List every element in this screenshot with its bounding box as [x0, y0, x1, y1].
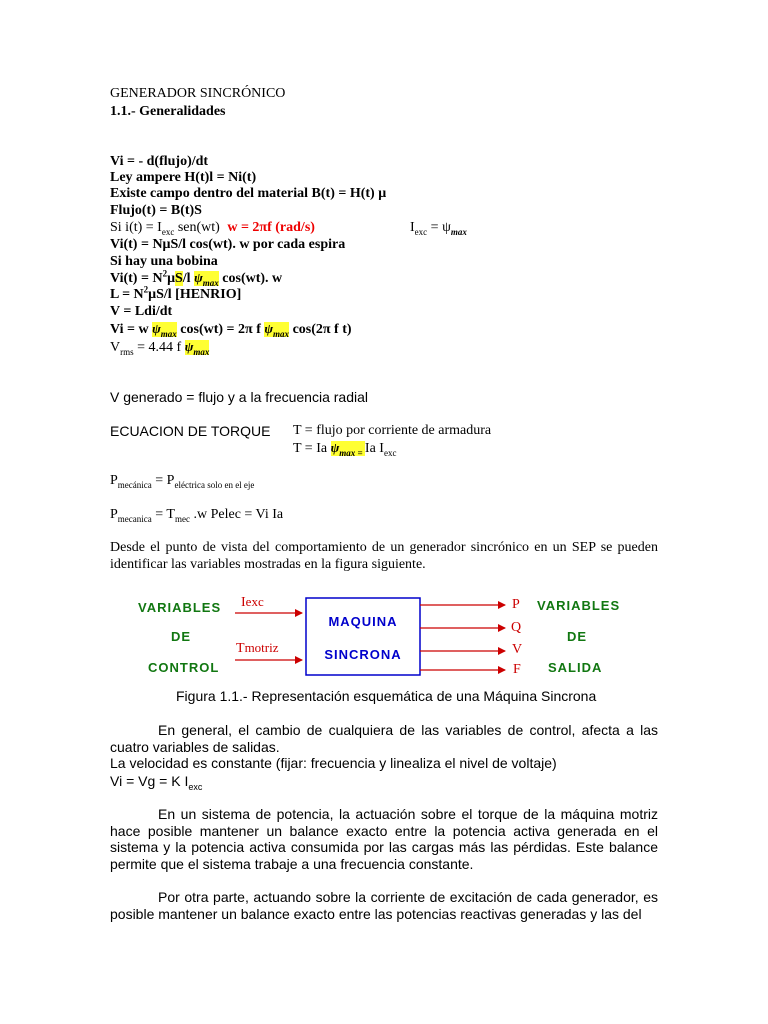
torque-eq-1: T = flujo por corriente de armadura — [293, 423, 492, 438]
output-p: P — [512, 597, 520, 612]
eq-vrms: $V_{rms} = 4.44$ f $\psi_{max}$ — [110, 339, 210, 357]
eq-vi-cos: Vi = w $\psi_{max}$ cos(wt) = 2π f $\psi_{max}$ cos(2π f t) — [110, 321, 352, 339]
paragraph-general: En general, el cambio de cualquiera de las variables de control, afecta a las cuatro variables de salidas. — [110, 722, 658, 755]
paragraph-torque: En un sistema de potencia, la actuación sobre el torque de la máquina motriz hace posible mantener un balance exacto entre la potencia activa generada en el sistema y la potencia activa consumida por las cargas más las pérdidas. Este balance permite que el sistema trabaje a una frecuencia constante. — [110, 806, 658, 872]
eq-inductancia: $L = N^2\mu S/l$ [HENRIO] — [110, 284, 242, 302]
page-title: GENERADOR SINCRÓNICO — [110, 86, 286, 101]
input-tmotriz: Tmotriz — [236, 640, 279, 656]
machine-box — [306, 598, 420, 675]
vi-vg-line: Vi = Vg = K $I_{exc}$ — [110, 773, 203, 792]
label-salida: SALIDA — [548, 660, 603, 675]
box-label-maquina: MAQUINA — [328, 614, 398, 629]
output-f: F — [513, 662, 521, 677]
eq-faraday: Vi = - d(flujo)/dt — [110, 154, 209, 169]
label-de-right: DE — [567, 629, 588, 644]
eq-flujo: Flujo(t) = B(t)S — [110, 203, 202, 218]
output-q: Q — [511, 620, 522, 635]
box-label-sincrona: SINCRONA — [324, 647, 402, 662]
label-control: CONTROL — [148, 660, 220, 675]
eq-v-ldi: V = Ldi/dt — [110, 304, 173, 319]
figure-caption: Figura 1.1.- Representación esquemática de una Máquina Sincrona — [176, 688, 597, 704]
eq-ampere: Ley ampere H(t)l = Ni(t) — [110, 170, 257, 185]
label-variables-control: VARIABLES — [138, 600, 222, 615]
label-de-left: DE — [171, 629, 192, 644]
pmec-tmec-line: $P_{mecanica} = T_{mec}$ .w Pelec = Vi Ia — [110, 507, 284, 524]
eq-corriente: Si $i(t) = I_{exc}$ sen(wt) w = 2πf (rad/s) — [110, 220, 315, 237]
torque-label: ECUACION DE TORQUE — [110, 423, 271, 439]
section-heading: 1.1.- Generalidades — [110, 104, 226, 119]
eq-iexc-psi: $I_{exc} = \psi_{max}$ — [410, 220, 467, 237]
eq-vi-bobina: $Vi(t) = N^2\mu S/l$ $\psi_{max}$ cos(wt). w — [110, 268, 283, 288]
v-generado-line: V generado = flujo y a la frecuencia radial — [110, 389, 368, 405]
eq-bobina: Si hay una bobina — [110, 254, 218, 269]
velocidad-line: La velocidad es constante (fijar: frecuencia y linealiza el nivel de voltaje) — [110, 755, 557, 771]
output-v: V — [512, 642, 523, 657]
paragraph-excitacion: Por otra parte, actuando sobre la corriente de excitación de cada generador, es posible mantener un balance exacto entre las potencias reactivas generadas y las del — [110, 889, 658, 922]
intro-paragraph: Desde el punto de vista del comportamiento de un generador sincrónico en un SEP se pueden identificar las variables mostradas en la figura siguiente. — [110, 540, 658, 572]
pmec-line: $P_{mecánica} = P_{eléctrica solo en el eje}$ — [110, 473, 255, 490]
eq-vi-espira: Vi(t) = NμS/l cos(wt). w por cada espira — [110, 237, 346, 252]
eq-campo: Existe campo dentro del material B(t) = H(t) μ — [110, 186, 387, 201]
torque-eq-2: T = Ia $\psi_{max =}$ Ia $I_{exc}$ — [293, 440, 397, 458]
label-variables-salida: VARIABLES — [537, 598, 621, 613]
input-iexc: Iexc — [241, 594, 264, 610]
